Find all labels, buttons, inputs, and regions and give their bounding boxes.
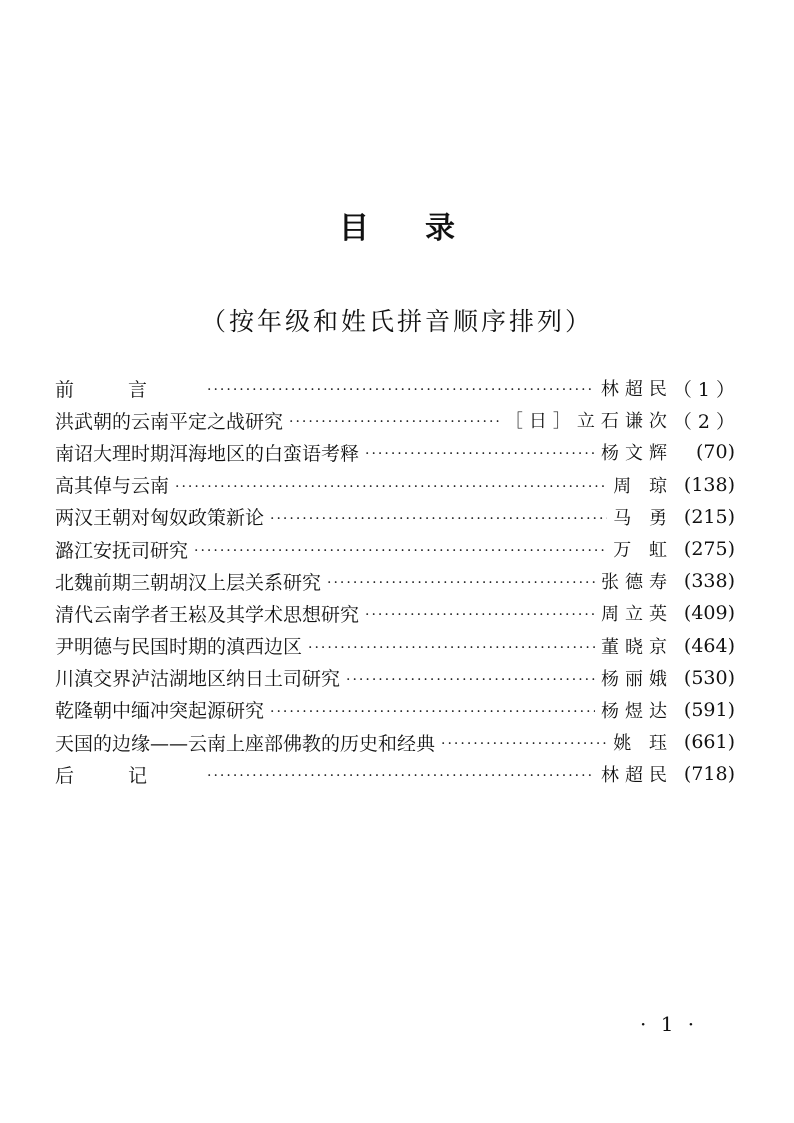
leader-dots (207, 382, 595, 398)
toc-entry-page: (409) (683, 602, 735, 625)
toc-entry-author: 周立英 (601, 604, 673, 626)
toc-entry-title: 潞江安抚司研究 (55, 539, 189, 562)
toc-row[interactable] (55, 662, 735, 694)
toc-heading-right: 录 (425, 211, 455, 246)
leader-dots (207, 768, 595, 784)
toc-entry-author: 姚 珏 (613, 733, 673, 755)
toc-subtitle: （按年级和姓氏拼音顺序排列） (200, 307, 593, 336)
table-of-contents (55, 372, 735, 790)
toc-entry-title: 乾隆朝中缅冲突起源研究 (55, 700, 265, 723)
toc-entry-title: 南诏大理时期洱海地区的白蛮语考释 (55, 442, 360, 465)
toc-row[interactable] (55, 597, 735, 629)
toc-entry-author: 马 勇 (613, 507, 673, 529)
toc-entry-title: 川滇交界泸沽湖地区纳日土司研究 (55, 668, 341, 691)
toc-entry-page: （ 2 ） (672, 410, 735, 433)
toc-entry-author: 杨煜达 (601, 700, 673, 722)
toc-entry-author: 周 琼 (613, 475, 673, 497)
toc-row[interactable] (55, 404, 735, 436)
leader-dots (327, 575, 595, 591)
leader-dots (270, 704, 595, 720)
toc-row[interactable] (55, 758, 735, 790)
toc-entry-page: (661) (683, 731, 735, 754)
toc-entry-title: 洪武朝的云南平定之战研究 (55, 410, 284, 433)
toc-entry-page: (138) (683, 473, 735, 496)
toc-entry-author: 林超民 (600, 379, 673, 401)
toc-entry-author: 万 虹 (613, 540, 673, 562)
leader-dots (346, 672, 595, 688)
toc-row[interactable] (55, 372, 735, 404)
toc-entry-page: (70) (695, 441, 735, 464)
toc-entry-author: 杨丽娥 (601, 668, 673, 690)
leader-dots (441, 736, 607, 752)
toc-entry-title: 北魏前期三朝胡汉上层关系研究 (55, 571, 322, 594)
toc-entry-page: (275) (683, 538, 735, 561)
toc-row[interactable] (55, 726, 735, 758)
toc-entry-page: (718) (683, 763, 735, 786)
leader-dots (194, 543, 607, 559)
toc-row[interactable] (55, 565, 735, 597)
leader-dots (365, 446, 595, 462)
toc-entry-author: 张德寿 (601, 572, 673, 594)
toc-entry-page: （ 1 ） (672, 378, 735, 401)
leader-dots (175, 479, 607, 495)
leader-dots (270, 511, 607, 527)
toc-entry-page: (591) (683, 698, 735, 721)
toc-heading (0, 203, 794, 247)
toc-row[interactable] (55, 469, 735, 501)
toc-heading-left: 目 (339, 211, 369, 246)
toc-entry-page: (215) (683, 505, 735, 528)
toc-row[interactable] (55, 436, 735, 468)
toc-entry-page: (338) (683, 570, 735, 593)
toc-row[interactable] (55, 630, 735, 662)
leader-dots (308, 640, 595, 656)
toc-row[interactable] (55, 533, 735, 565)
page-number: · 1 · (640, 1012, 699, 1036)
toc-entry-title: 尹明德与民国时期的滇西边区 (55, 636, 303, 659)
toc-entry-author: 林超民 (601, 765, 673, 787)
toc-entry-author: 董晓京 (601, 636, 673, 658)
toc-entry-title: 两汉王朝对匈奴政策新论 (55, 507, 265, 530)
leader-dots (365, 607, 595, 623)
toc-entry-page: (530) (683, 666, 735, 689)
toc-row[interactable] (55, 501, 735, 533)
leader-dots (289, 414, 499, 430)
toc-entry-title: 前言 (55, 378, 202, 401)
toc-entry-page: (464) (683, 634, 735, 657)
toc-row[interactable] (55, 694, 735, 726)
toc-entry-title: 清代云南学者王崧及其学术思想研究 (55, 603, 360, 626)
toc-entry-title: 天国的边缘——云南上座部佛教的历史和经典 (55, 732, 436, 755)
toc-entry-author: ［日］立石谦次 (504, 411, 673, 433)
toc-entry-title: 高其倬与云南 (55, 475, 170, 498)
toc-entry-title: 后记 (55, 764, 202, 787)
toc-entry-author: 杨文辉 (601, 443, 673, 465)
